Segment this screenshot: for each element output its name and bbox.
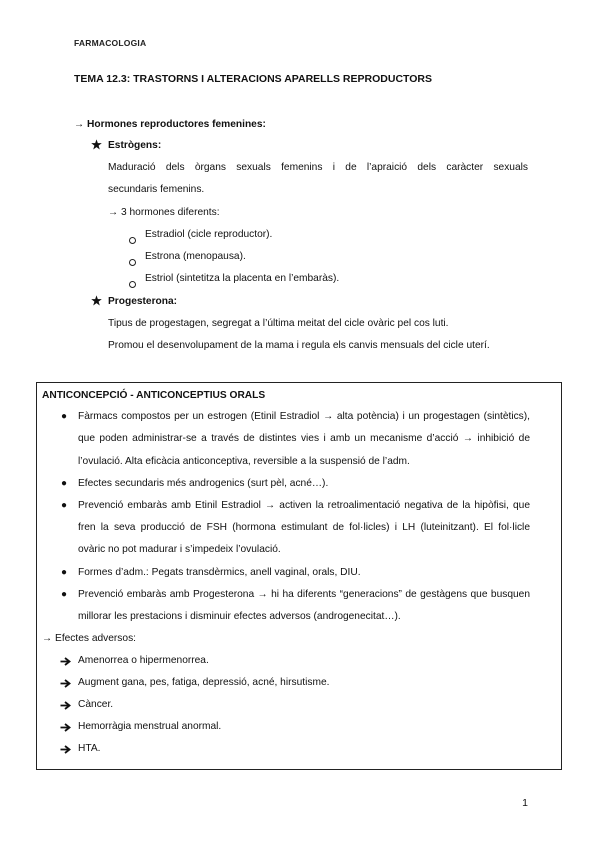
box-bullet-line: Prevenció embaràs amb Etinil Estradiol → activen la retroalimentació negativa de la hipòfisi, que bbox=[78, 500, 530, 511]
dot-bullet-icon: ● bbox=[61, 567, 68, 578]
hormone-item: Estradiol (cicle reproductor). bbox=[145, 229, 273, 240]
box-bullet-line: Formes d’adm.: Pegats transdèrmics, anell vaginal, orals, DIU. bbox=[78, 567, 361, 578]
dot-bullet-icon: ● bbox=[61, 589, 68, 600]
adverse-heading: → Efectes adversos: bbox=[42, 633, 136, 644]
page-title: TEMA 12.3: TRASTORNS I ALTERACIONS APARELLS REPRODUCTORS bbox=[74, 73, 432, 85]
box-bullet-line: l’ovulació. Alta eficàcia anticonceptiva, reversible a la suspensió de l’adm. bbox=[78, 456, 410, 467]
arrow-bullet-icon bbox=[60, 679, 71, 688]
hormone-item: Estrona (menopausa). bbox=[145, 251, 246, 262]
dot-bullet-icon: ● bbox=[61, 478, 68, 489]
adverse-item: Amenorrea o hipermenorrea. bbox=[78, 655, 209, 666]
star-icon bbox=[91, 295, 102, 306]
hormone-item: Estriol (sintetitza la placenta en l’embaràs). bbox=[145, 273, 340, 284]
section-heading-hormones: → Hormones reproductores femenines: bbox=[74, 119, 266, 130]
arrow-bullet-icon bbox=[60, 723, 71, 732]
hormones-intro: → 3 hormones diferents: bbox=[108, 207, 220, 218]
arrow-bullet-icon bbox=[60, 745, 71, 754]
adverse-item: Augment gana, pes, fatiga, depressió, acné, hirsutisme. bbox=[78, 677, 330, 688]
page-number: 1 bbox=[522, 797, 528, 809]
estrogens-desc-line1: Maduració dels òrgans sexuals femenins i de l’apraició dels caràcter sexuals bbox=[108, 162, 528, 173]
box-bullet-line: Prevenció embaràs amb Progesterona → hi ha diferents “generacions” de gestàgens que busquen bbox=[78, 589, 530, 600]
arrow-bullet-icon bbox=[60, 701, 71, 710]
progesterona-line2: Promou el desenvolupament de la mama i regula els canvis mensuals del cicle uterí. bbox=[108, 340, 490, 351]
circle-bullet-icon bbox=[129, 275, 136, 293]
arrow-bullet-icon bbox=[60, 657, 71, 666]
star-icon bbox=[91, 139, 102, 150]
circle-bullet-icon bbox=[129, 253, 136, 271]
box-bullet-line: que poden administrar-se a través de distintes vies i amb un mecanisme d’acció → inhibició de bbox=[78, 433, 530, 444]
estrogens-label: Estrògens: bbox=[108, 140, 162, 151]
dot-bullet-icon: ● bbox=[61, 500, 68, 511]
adverse-item: Càncer. bbox=[78, 699, 114, 710]
box-bullet-line: fren la seva producció de FSH (hormona estimulant de fol·licles) i LH (luteinitzant). El fol·licle bbox=[78, 522, 530, 533]
adverse-item: HTA. bbox=[78, 743, 101, 754]
estrogens-desc-line2: secundaris femenins. bbox=[108, 184, 205, 195]
dot-bullet-icon: ● bbox=[61, 411, 68, 422]
adverse-item: Hemorràgia menstrual anormal. bbox=[78, 721, 222, 732]
circle-bullet-icon bbox=[129, 231, 136, 249]
box-bullet-line: Efectes secundaris més androgenics (surt pèl, acné…). bbox=[78, 478, 329, 489]
box-bullet-line: ovàric no pot madurar i s’impedeix l’ovulació. bbox=[78, 544, 281, 555]
box-title: ANTICONCEPCIÓ - ANTICONCEPTIUS ORALS bbox=[42, 390, 266, 401]
header-subject: FARMACOLOGIA bbox=[74, 38, 147, 48]
box-bullet-line: Fàrmacs compostos per un estrogen (Etinil Estradiol → alta potència) i un progestagen (sintètics), bbox=[78, 411, 530, 422]
progesterona-label: Progesterona: bbox=[108, 296, 178, 307]
progesterona-line1: Tipus de progestagen, segregat a l’última meitat del cicle ovàric pel cos luti. bbox=[108, 318, 449, 329]
box-bullet-line: millorar les prestacions i disminuir efectes adversos (androgenecitat…). bbox=[78, 611, 401, 622]
